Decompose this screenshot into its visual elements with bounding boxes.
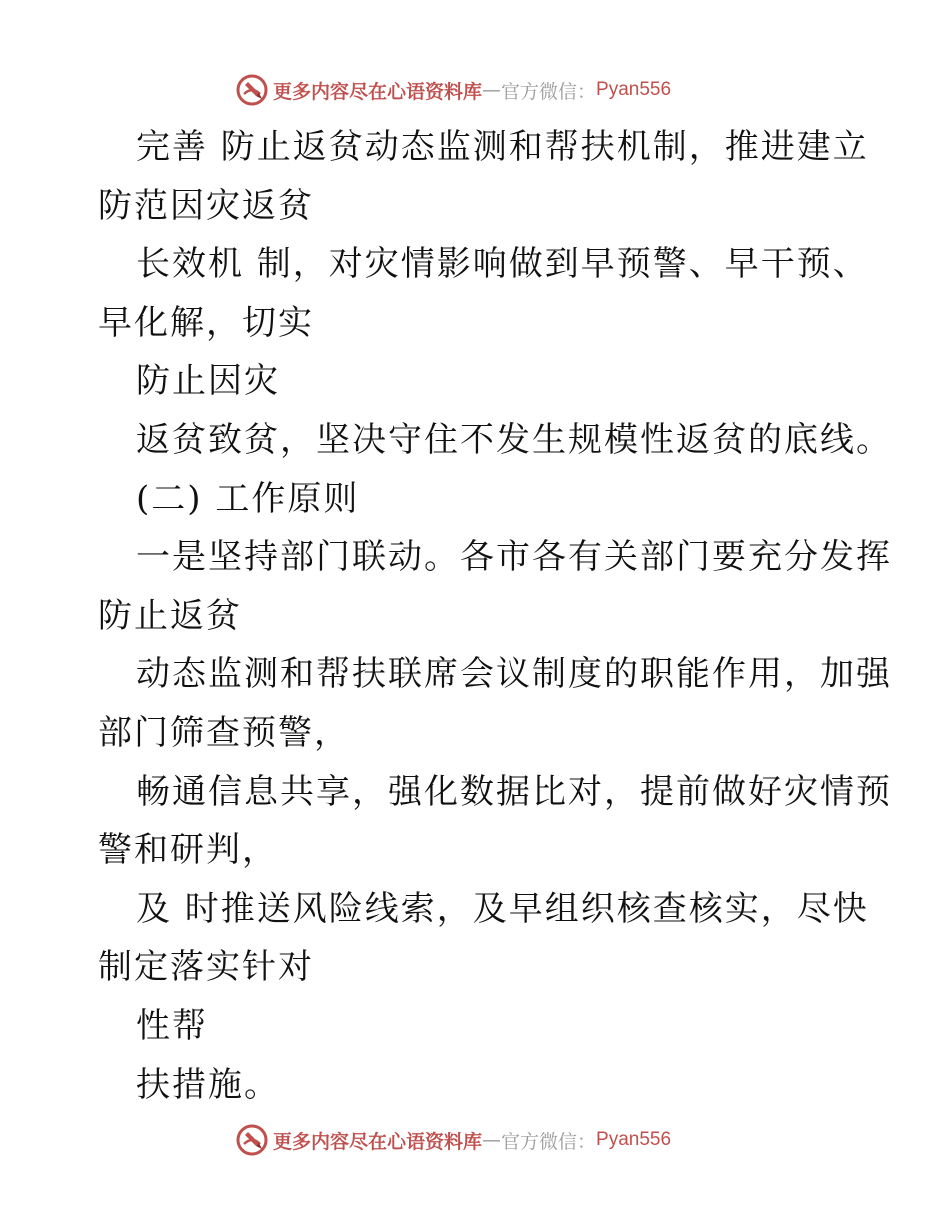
book-pen-logo-icon bbox=[235, 73, 269, 107]
watermark-separator: — bbox=[482, 79, 502, 101]
paragraph-line: 一是坚持部门联动。各市各有关部门要充分发挥 bbox=[136, 537, 892, 578]
watermark-wechat-label: 官方微信： bbox=[501, 80, 597, 103]
watermark-separator: — bbox=[482, 1129, 502, 1151]
paragraph-line: 防止因灾 bbox=[136, 361, 280, 402]
footer-watermark bbox=[235, 1122, 671, 1158]
paragraph-line: 防范因灾返贫 bbox=[98, 185, 314, 226]
paragraph-line: 性帮 bbox=[136, 1005, 208, 1046]
paragraph-line: 部门筛查预警， bbox=[98, 712, 350, 753]
paragraph-line: 扶措施。 bbox=[136, 1064, 280, 1105]
paragraph-line: 完善 防止返贫动态监测和帮扶机制，推进建立 bbox=[136, 127, 869, 167]
paragraph-line: 警和研判， bbox=[98, 830, 278, 871]
paragraph-line: 畅通信息共享，强化数据比对，提前做好灾情预 bbox=[136, 771, 892, 812]
paragraph-line: (二) 工作原则 bbox=[136, 478, 360, 519]
header-watermark bbox=[235, 72, 671, 108]
paragraph-line: 返贫致贫，坚决守住不发生规模性返贫的底线。 bbox=[136, 419, 892, 460]
book-pen-logo-icon bbox=[235, 1123, 269, 1157]
watermark-wechat-id: Pyan556 bbox=[596, 1129, 672, 1150]
paragraph-line: 早化解，切实 bbox=[98, 302, 314, 343]
watermark-site-text: 更多内容尽在心语资料库 bbox=[273, 1130, 483, 1153]
paragraph-line: 防止返贫 bbox=[98, 595, 242, 636]
paragraph-line: 制定落实针对 bbox=[98, 947, 314, 988]
watermark-wechat-id: Pyan556 bbox=[596, 79, 672, 100]
paragraph-line: 及 时推送风险线索，及早组织核查核实，尽快 bbox=[136, 888, 869, 929]
watermark-site-text: 更多内容尽在心语资料库 bbox=[273, 80, 483, 103]
paragraph-line: 动态监测和帮扶联席会议制度的职能作用，加强 bbox=[136, 654, 892, 695]
document-body bbox=[98, 118, 892, 1114]
watermark-wechat-label: 官方微信： bbox=[501, 1130, 597, 1153]
paragraph-line: 长效机 制，对灾情影响做到早预警、早干预、 bbox=[136, 244, 869, 285]
